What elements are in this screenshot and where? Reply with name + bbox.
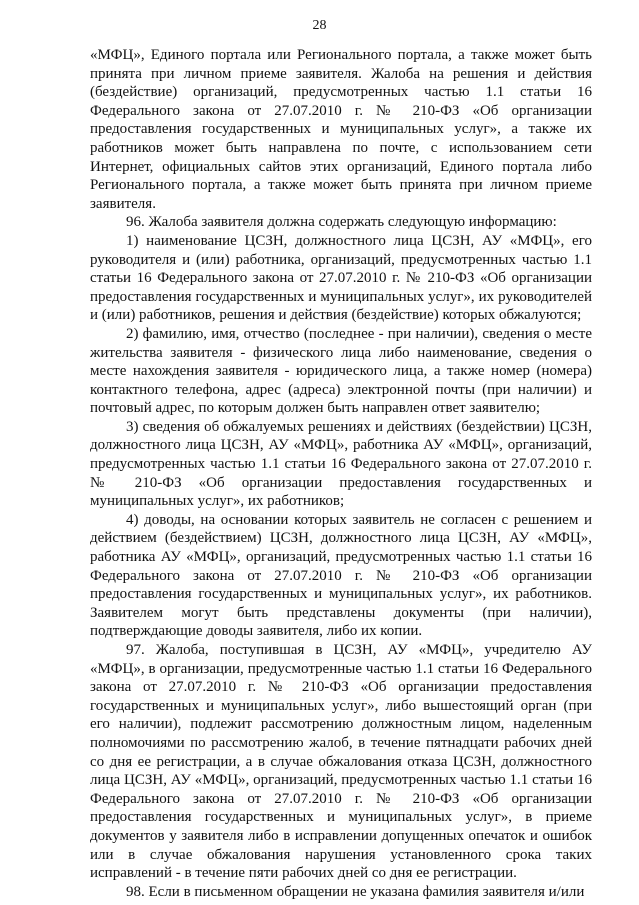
page-number: 28 — [312, 18, 327, 33]
paragraph-96-item-4: 4) доводы, на основании которых заявитель не согласен с решением и действием (бездействием) ЦСЗН, должностного лица ЦСЗН, АУ «МФЦ», работника АУ «МФЦ», организаций, предусмотренных частью 1.1 статьи 16 Федерального закона от 27.07.2010 г. № 210-ФЗ «Об организации предоставления государственных и муниципальных услуг», их работников. Заявителем могут быть представлены документы (при наличии), подтверждающие доводы заявителя, либо их копии. — [90, 511, 592, 640]
paragraph-96-item-3: 3) сведения об обжалуемых решениях и действиях (бездействии) ЦСЗН, должностного лица ЦСЗН, АУ «МФЦ», работника АУ «МФЦ», организаций, предусмотренных частью 1.1 статьи 16 Федерального закона от 27.07.2010 г. № 210-ФЗ «Об организации предоставления государственных и муниципальных услуг», их работников; — [90, 418, 592, 510]
paragraph-96-item-2: 2) фамилию, имя, отчество (последнее - при наличии), сведения о месте жительства заявителя - физического лица либо наименование, сведения о месте нахождения заявителя - юридического лица, а также номер (номера) контактного телефона, адрес (адреса) электронной почты (при наличии) и почтовый адрес, по которым должен быть направлен ответ заявителю; — [90, 325, 592, 417]
paragraph-98: 98. Если в письменном обращении не указана фамилия заявителя и/или — [126, 883, 585, 900]
document-body — [90, 46, 592, 901]
paragraph-continuation: «МФЦ», Единого портала или Регионального портала, а также может быть принята при личном приеме заявителя. Жалоба на решения и действия (бездействие) организаций, предусмотренных частью 1.1 статьи 16 Федерального закона от 27.07.2010 г. № 210-ФЗ «Об организации предоставления государственных и муниципальных услуг», а также их работников может быть направлена по почте, с использованием сети Интернет, официальных сайтов этих организаций, Единого портала либо Регионального портала, а также может быть принята при личном приеме заявителя. — [90, 47, 592, 212]
paragraph-96-item-1: 1) наименование ЦСЗН, должностного лица ЦСЗН, АУ «МФЦ», его руководителя и (или) работника, организаций, предусмотренных частью 1.1 статьи 16 Федерального закона от 27.07.2010 г. № 210-ФЗ «Об организации предоставления государственных и муниципальных услуг», их руководителей и (или) работников, решения и действия (бездействие) которых обжалуются; — [90, 232, 592, 324]
paragraph-97: 97. Жалоба, поступившая в ЦСЗН, АУ «МФЦ», учредителю АУ «МФЦ», в организации, предусмотренные частью 1.1 статьи 16 Федерального закона от 27.07.2010 г. № 210-ФЗ «Об организации предоставления государственных и муниципальных услуг», либо вышестоящий орган (при его наличии), подлежит рассмотрению должностным лицом, наделенным полномочиями по рассмотрению жалоб, в течение пятнадцати рабочих дней со дня ее регистрации, а в случае обжалования отказа ЦСЗН, должностного лица ЦСЗН, АУ «МФЦ», организаций, предусмотренных частью 1.1 статьи 16 Федерального закона от 27.07.2010 г. № 210-ФЗ «Об организации предоставления государственных и муниципальных услуг», в приеме документов у заявителя либо в исправлении допущенных опечаток и ошибок или в случае обжалования нарушения установленного срока таких исправлений - в течение пяти рабочих дней со дня ее регистрации. — [90, 642, 592, 882]
paragraph-96: 96. Жалоба заявителя должна содержать следующую информацию: — [126, 214, 557, 231]
